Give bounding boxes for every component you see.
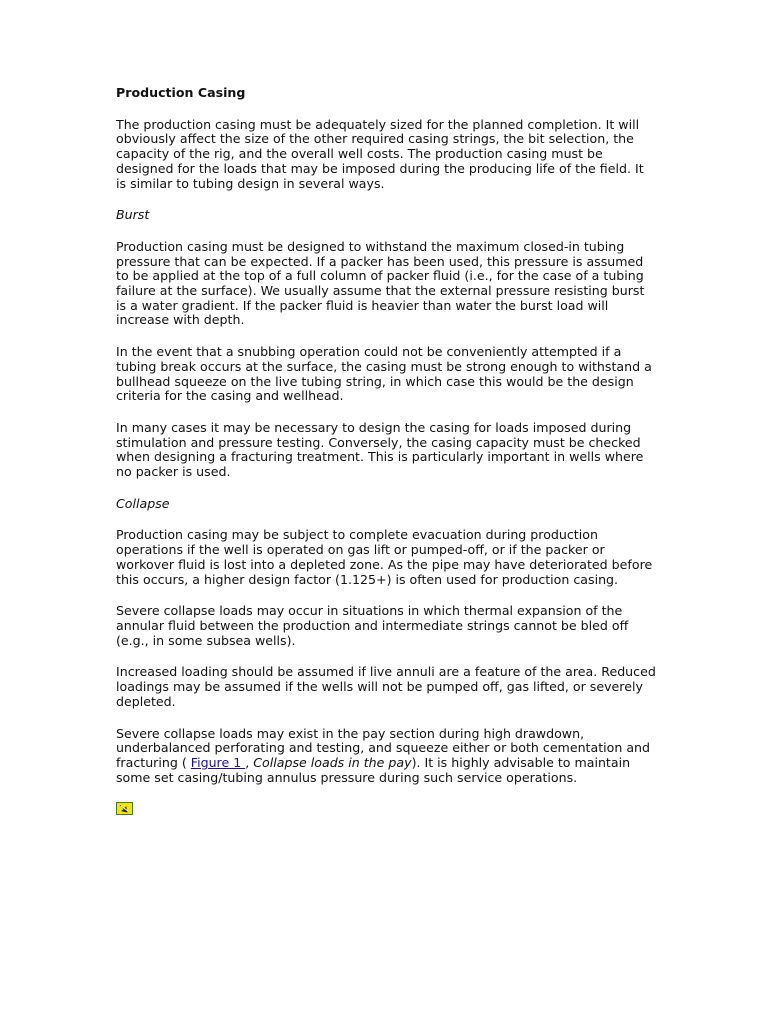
collapse-paragraph-4 — [116, 727, 656, 786]
link-comma: , — [245, 754, 254, 770]
collapse-paragraph-3: Increased loading should be assumed if live annuli are a feature of the area. Reduced loadings may be assumed if the wells will not be pumped off, gas lifted, or severely depleted. — [116, 664, 656, 709]
page-title: Production Casing — [116, 85, 246, 100]
figure-thumbnail-icon[interactable] — [116, 802, 133, 815]
figure-1-link[interactable]: Figure 1 — [190, 754, 246, 770]
burst-paragraph-1: Production casing must be designed to withstand the maximum closed-in tubing pressure that can be expected. If a packer has been used, this pressure is assumed to be applied at the top of a full column of packer fluid (i.e., for the case of a tubing failure at the surface). We usually assume that the external pressure resisting burst is a water gradient. If the packer fluid is heavier than water the burst load will increase with depth. — [116, 238, 645, 328]
collapse-paragraph-4-tail: ). It is highly advisable to maintain some set casing/tubing annulus pressure during such service operations. — [116, 754, 631, 785]
burst-paragraph-2: In the event that a snubbing operation could not be conveniently attempted if a tubing break occurs at the surface, the casing must be strong enough to withstand a bullhead squeeze on the live tubing string, in which case this would be the design criteria for the casing and wellhead. — [116, 344, 652, 404]
figure-caption: Collapse loads in the pay — [253, 754, 412, 770]
section-heading-burst: Burst — [116, 207, 150, 223]
collapse-paragraph-1: Production casing may be subject to complete evacuation during production operations if the well is operated on gas lift or pumped-off, or if the packer or workover fluid is lost into a depleted zone. As the pipe may have deteriorated before this occurs, a higher design factor (1.125+) is often used for production casing. — [116, 527, 653, 587]
section-heading-collapse: Collapse — [116, 495, 170, 511]
burst-paragraph-3: In many cases it may be necessary to design the casing for loads imposed during stimulation and pressure testing. Conversely, the casing capacity must be checked when designing a fracturing treatment. This is particularly important in wells where no packer is used. — [116, 419, 644, 480]
intro-paragraph: The production casing must be adequately sized for the planned completion. It will obviously affect the size of the other required casing strings, the bit selection, the capacity of the rig, and the overall well costs. The production casing must be designed for the loads that may be imposed during the producing life of the field. It is similar to tubing design in several ways. — [116, 116, 644, 191]
collapse-paragraph-4-lead: Severe collapse loads may exist in the pay section during high drawdown, underbalanced perforating and testing, and squeeze either or both cementation and fracturing ( — [116, 725, 651, 770]
collapse-paragraph-2: Severe collapse loads may occur in situations in which thermal expansion of the annular fluid between the production and intermediate strings cannot be bled off (e.g., in some subsea wells). — [116, 603, 629, 648]
document-body — [116, 86, 656, 819]
